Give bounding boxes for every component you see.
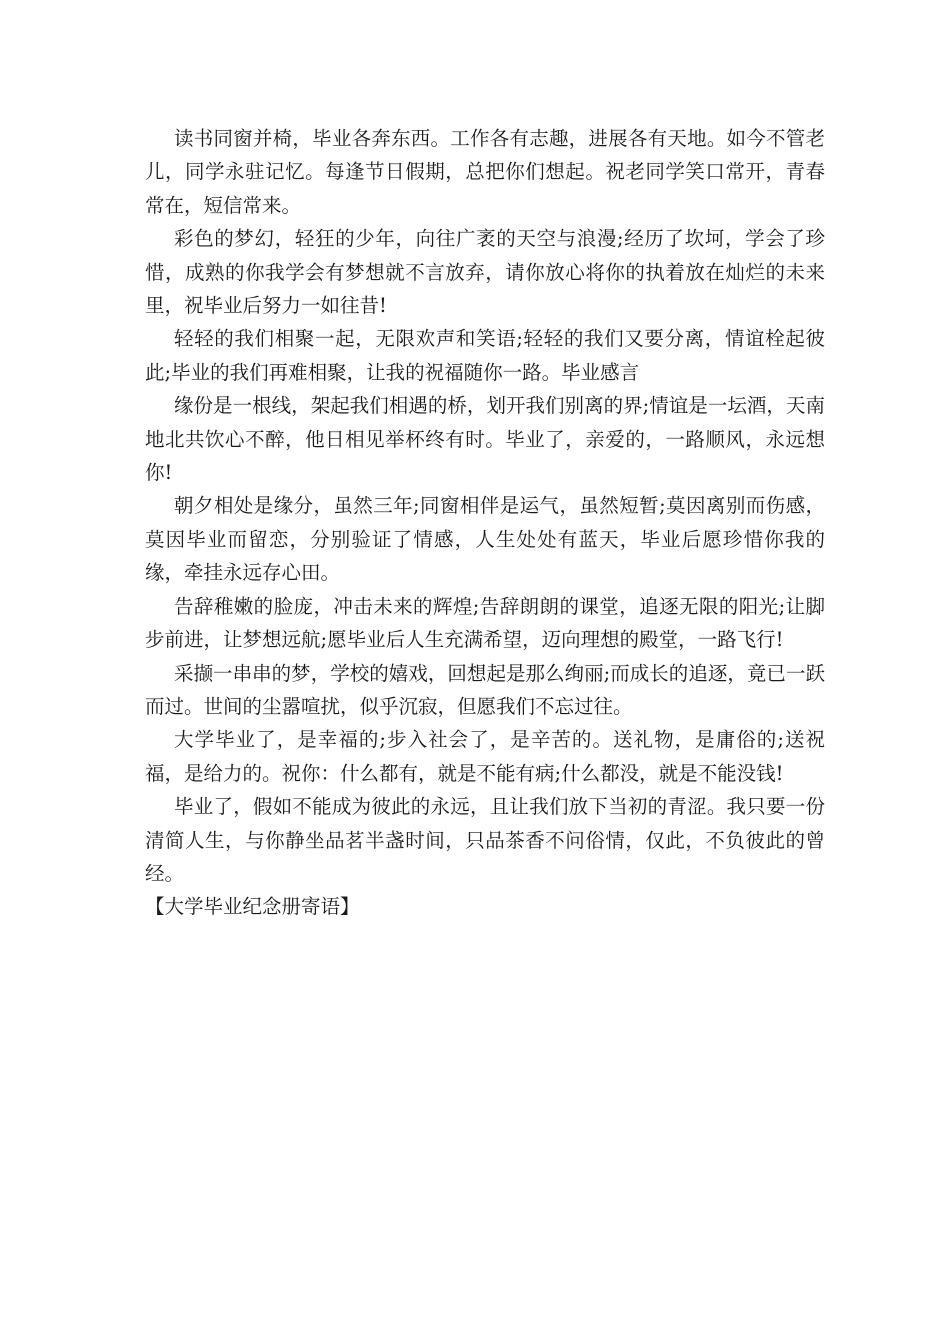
paragraph-9: 毕业了，假如不能成为彼此的永远，且让我们放下当初的青涩。我只要一份清简人生，与你静坐品茗半盏时间，只品茶香不问俗情，仅此，不负彼此的曾经。 (145, 795, 825, 885)
paragraph-6: 告辞稚嫩的脸庞，冲击未来的辉煌;告辞朗朗的课堂，追逐无限的阳光;让脚步前进，让梦想远航;愿毕业后人生充满希望，迈向理想的殿堂，一路飞行! (145, 594, 825, 652)
paragraph-2: 彩色的梦幻，轻狂的少年，向往广袤的天空与浪漫;经历了坎坷，学会了珍惜，成熟的你我学会有梦想就不言放弃，请你放心将你的执着放在灿烂的未来里，祝毕业后努力一如往昔! (145, 227, 825, 318)
section-heading: 【大学毕业纪念册寄语】 (145, 895, 360, 919)
document-body (145, 122, 825, 924)
paragraph-5: 朝夕相处是缘分，虽然三年;同窗相伴是运气，虽然短暂;莫因离别而伤感，莫因毕业而留恋，分别验证了情感，人生处处有蓝天，毕业后愿珍惜你我的缘，牵挂永远存心田。 (145, 494, 825, 585)
paragraph-8: 大学毕业了，是幸福的;步入社会了，是辛苦的。送礼物，是庸俗的;送祝福，是给力的。祝你：什么都有，就是不能有病;什么都没，就是不能没钱! (145, 728, 825, 785)
paragraph-4: 缘份是一根线，架起我们相遇的桥，划开我们别离的界;情谊是一坛酒，天南地北共饮心不醉，他日相见举杯终有时。毕业了，亲爱的，一路顺风，永远想你! (145, 394, 825, 485)
paragraph-1: 读书同窗并椅，毕业各奔东西。工作各有志趣，进展各有天地。如今不管老儿，同学永驻记忆。每逢节日假期，总把你们想起。祝老同学笑口常开，青春常在，短信常来。 (145, 127, 825, 217)
paragraph-3: 轻轻的我们相聚一起，无限欢声和笑语;轻轻的我们又要分离，情谊栓起彼此;毕业的我们再难相聚，让我的祝福随你一路。毕业感言 (145, 327, 825, 384)
paragraph-7: 采撷一串串的梦，学校的嬉戏，回想起是那么绚丽;而成长的追逐，竟已一跃而过。世间的尘嚣喧扰，似乎沉寂，但愿我们不忘过往。 (145, 661, 825, 718)
